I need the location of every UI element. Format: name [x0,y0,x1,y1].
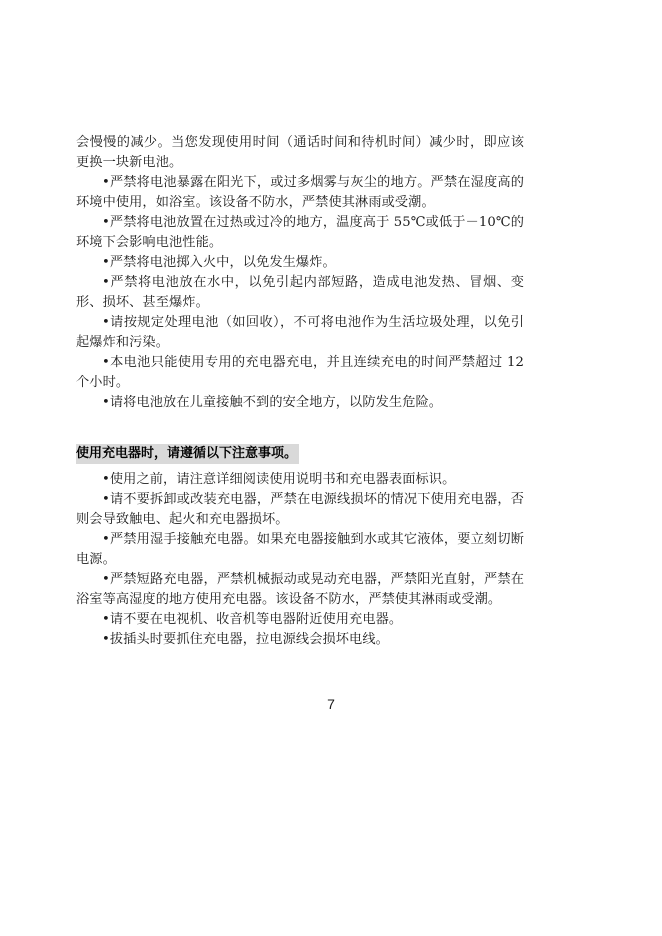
battery-paragraph-children: •请将电池放在儿童接触不到的安全地方，以防发生危险。 [102,395,443,410]
charger-paragraph-short-circuit: •严禁短路充电器，严禁机械振动或晃动充电器，严禁阳光直射，严禁在浴室等高湿度的地方使用充电器。该设备不防水，严禁使其淋雨或受潮。 [76,572,524,607]
battery-paragraph-disposal: •请按规定处理电池（如回收），不可将电池作为生活垃圾处理，以免引起爆炸和污染。 [76,315,524,350]
battery-paragraph-water: •严禁将电池放在水中，以免引起内部短路，造成电池发热、冒烟、变形、损坏、甚至爆炸。 [76,275,524,310]
charger-paragraph-read-manual: •使用之前，请注意详细阅读使用说明书和充电器表面标识。 [102,472,456,487]
battery-paragraph-sunlight: •严禁将电池暴露在阳光下，或过多烟雾与灰尘的地方。严禁在湿度高的环境中使用，如浴室。该设备不防水，严禁使其淋雨或受潮。 [76,175,524,210]
page-number: 7 [327,696,335,712]
battery-paragraph-charging: •本电池只能使用专用的充电器充电，并且连续充电的时间严禁超过 12 个小时。 [76,355,524,390]
charger-paragraph-unplug: •拔插头时要抓住充电器，拉电源线会损坏电线。 [102,632,389,647]
charger-precautions-section [76,470,524,650]
battery-paragraph-fire: •严禁将电池掷入火中，以免发生爆炸。 [102,255,336,270]
battery-paragraph-continuation: 会慢慢的减少。当您发现使用时间（通话时间和待机时间）减少时，即应该更换一块新电池。 [76,135,524,170]
battery-paragraph-temperature: •严禁将电池放置在过热或过冷的地方，温度高于 55℃或低于－10℃的环境下会影响电池性能。 [76,215,524,250]
charger-paragraph-appliances: •请不要在电视机、收音机等电器附近使用充电器。 [102,612,403,627]
battery-precautions-section [76,133,524,413]
charger-section-heading: 使用充电器时，请遵循以下注意事项。 [76,444,299,464]
charger-paragraph-wet-hands: •严禁用湿手接触充电器。如果充电器接触到水或其它液体，要立刻切断电源。 [76,532,524,567]
charger-paragraph-disassembly: •请不要拆卸或改装充电器，严禁在电源线损坏的情况下使用充电器，否则会导致触电、起火和充电器损坏。 [76,492,524,527]
